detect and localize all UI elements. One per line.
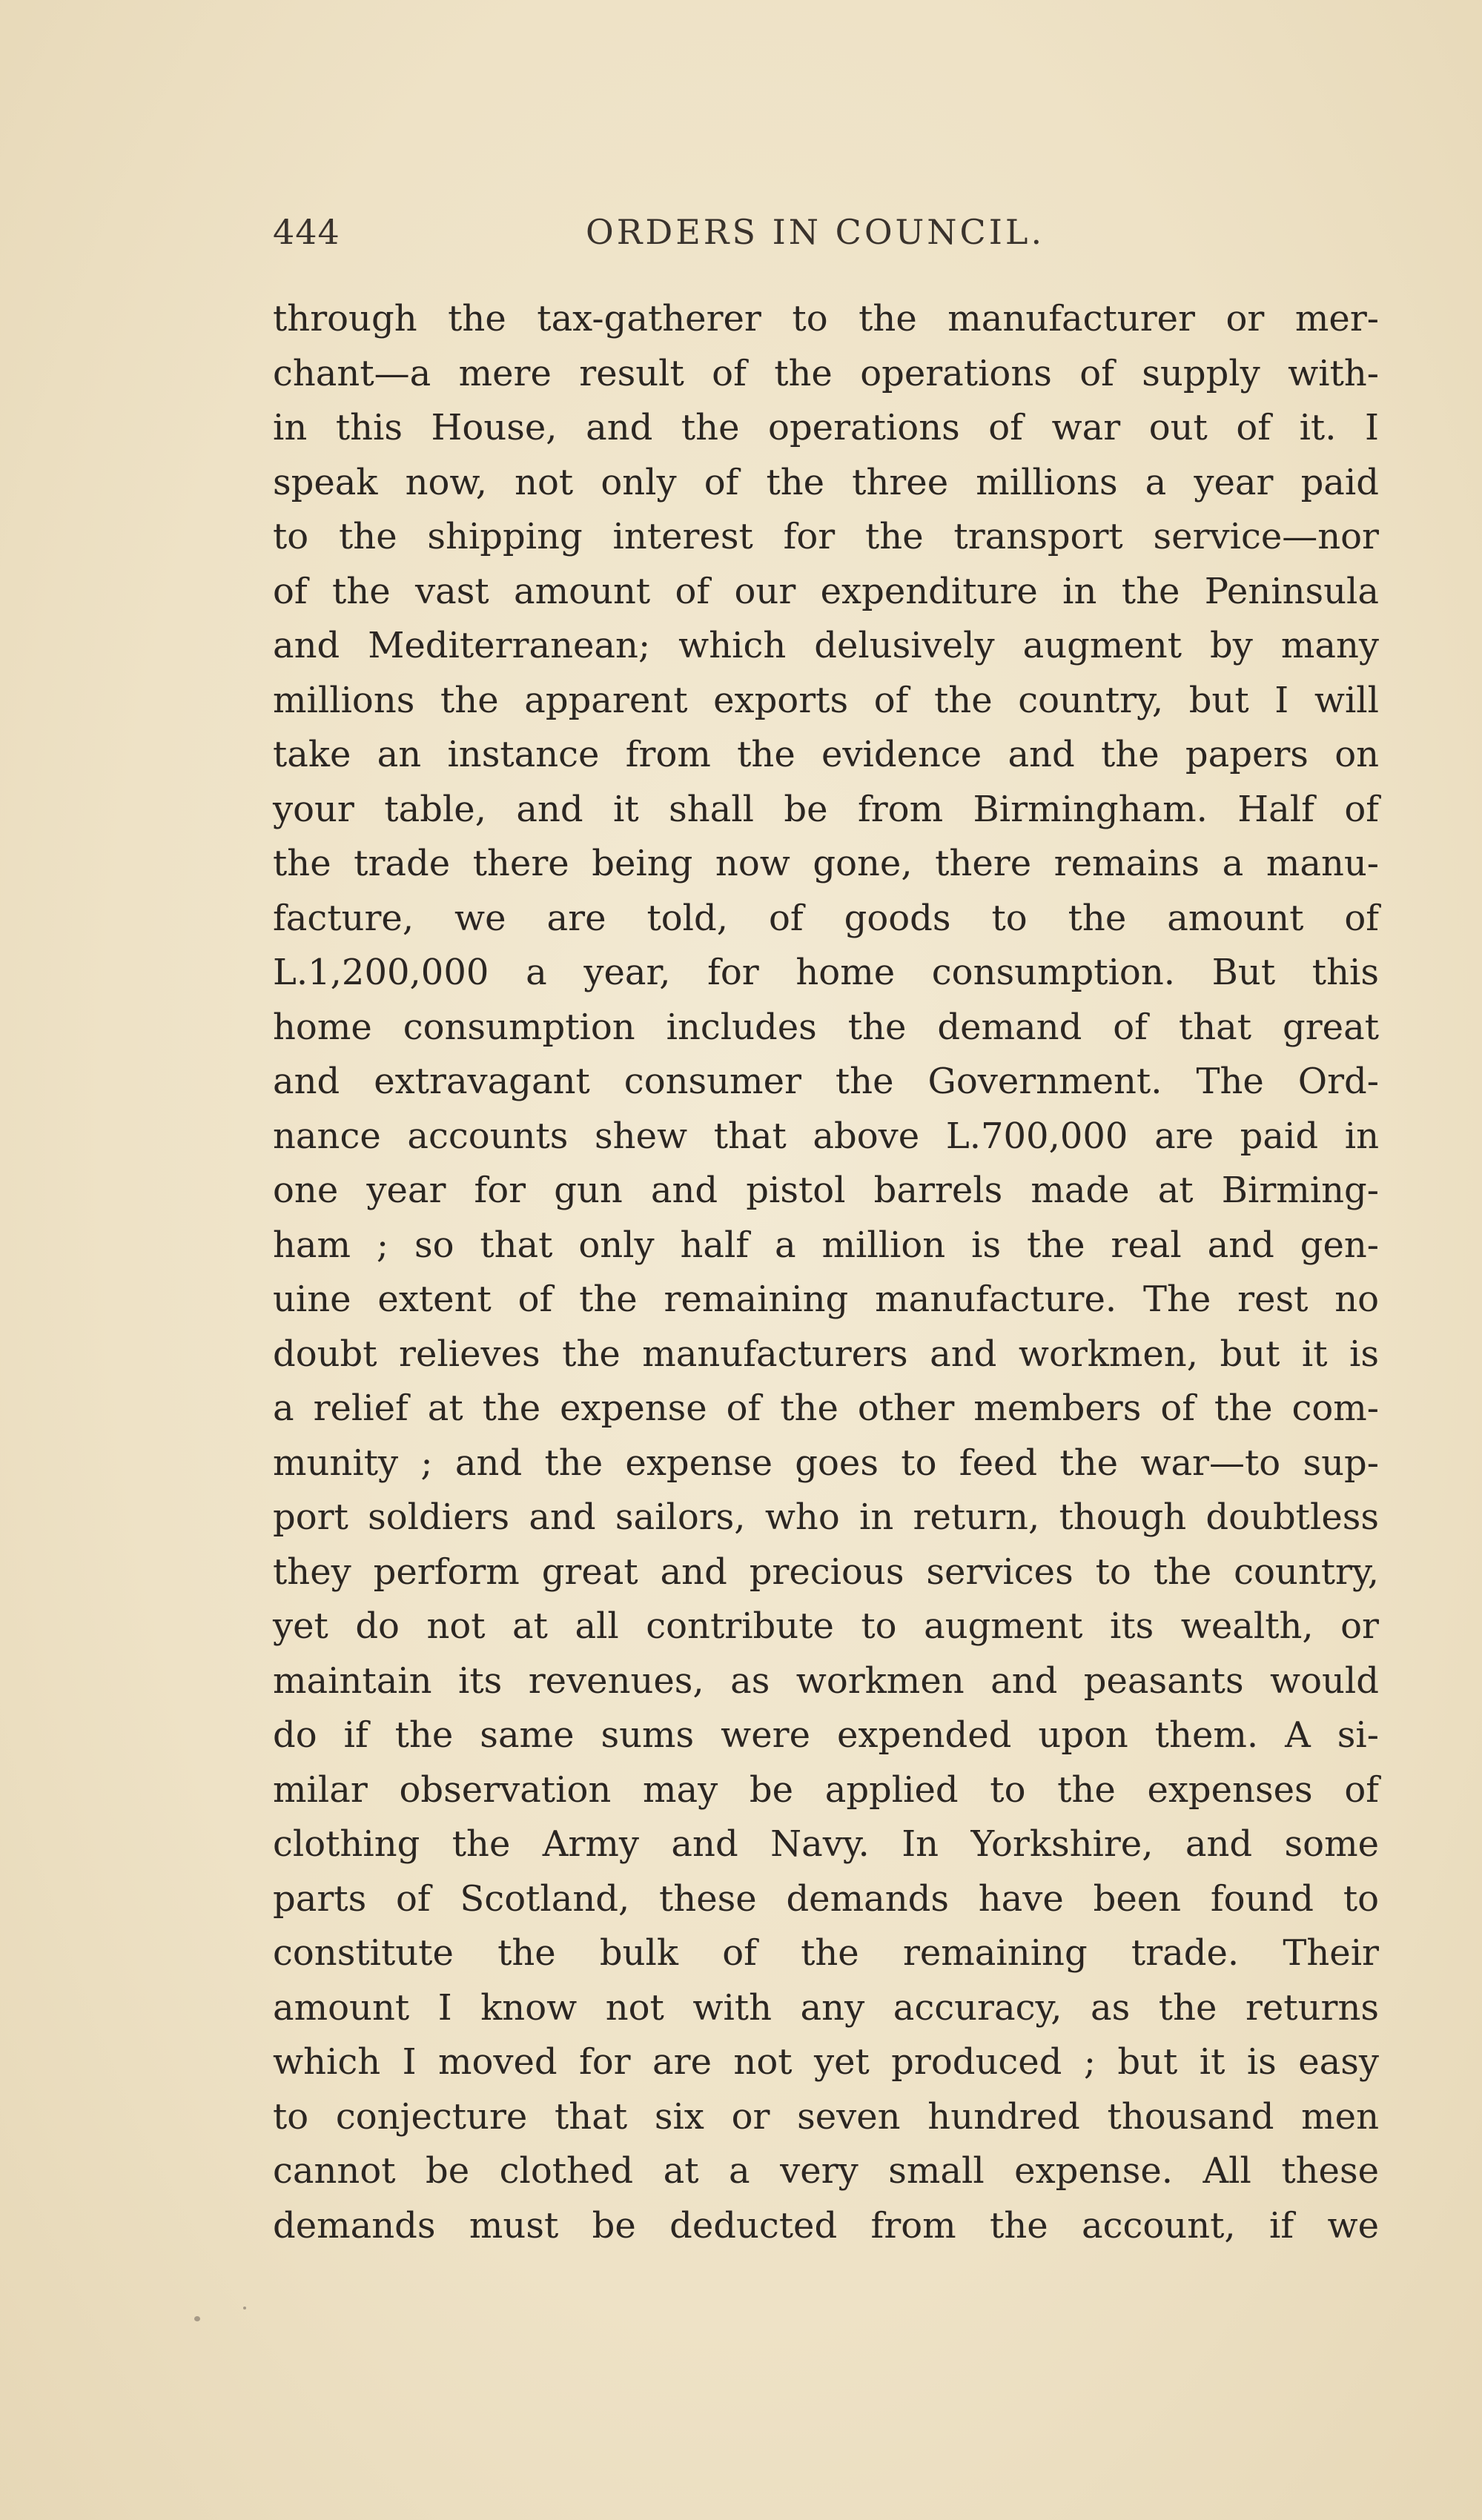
text-line: demands must be deducted from the account, if we [273, 2204, 1379, 2247]
text-line: and extravagant consumer the Government. The Ord- [273, 1061, 1379, 1102]
text-line: L.1,200,000 a year, for home consumption. But this [273, 952, 1379, 993]
text-line: take an instance from the evidence and the papers on [273, 734, 1379, 775]
text-line: doubt relieves the manufacturers and workmen, but it is [273, 1333, 1379, 1375]
running-title: ORDERS IN COUNCIL. [586, 212, 1045, 252]
text-line: munity ; and the expense goes to feed the war—to sup- [273, 1442, 1379, 1484]
text-line: nance accounts shew that above L.700,000 are paid in [273, 1115, 1379, 1157]
text-line: your table, and it shall be from Birmingham. Half of [273, 788, 1379, 830]
text-line: facture, we are told, of goods to the amount of [273, 897, 1379, 939]
text-line: they perform great and precious services to the country, [273, 1551, 1379, 1593]
text-line: cannot be clothed at a very small expense. All these [273, 2150, 1379, 2192]
paper-speck [243, 2307, 246, 2310]
text-line: chant—a mere result of the operations of supply with- [273, 352, 1379, 394]
text-line: and Mediterranean; which delusively augment by many [273, 625, 1379, 666]
text-line: parts of Scotland, these demands have been found to [273, 1877, 1379, 1920]
text-line: constitute the bulk of the remaining trade. Their [273, 1932, 1379, 1974]
page-number: 444 [273, 212, 340, 252]
text-line: yet do not at all contribute to augment its wealth, or [273, 1605, 1379, 1647]
text-line: ham ; so that only half a million is the real and gen- [273, 1224, 1379, 1266]
text-line: one year for gun and pistol barrels made at Birming- [273, 1170, 1379, 1211]
text-line: maintain its revenues, as workmen and peasants would [273, 1659, 1379, 1702]
text-line: do if the same sums were expended upon them. A si- [273, 1714, 1379, 1756]
text-line: amount I know not with any accuracy, as the returns [273, 1986, 1379, 2029]
text-line: clothing the Army and Navy. In Yorkshire, and some [273, 1823, 1379, 1865]
body-text [273, 292, 1379, 2253]
text-line: in this House, and the operations of war out of it. I [273, 407, 1379, 448]
text-line: to the shipping interest for the transport service—nor [273, 516, 1379, 557]
text-line: through the tax-gatherer to the manufacturer or mer- [273, 298, 1379, 339]
text-line: of the vast amount of our expenditure in the Peninsula [273, 570, 1379, 612]
text-line: port soldiers and sailors, who in return, though doubtless [273, 1496, 1379, 1538]
text-line: milar observation may be applied to the expenses of [273, 1768, 1379, 1811]
paper-speck [194, 2316, 200, 2321]
text-line: the trade there being now gone, there remains a manu- [273, 843, 1379, 884]
text-line: home consumption includes the demand of that great [273, 1006, 1379, 1048]
text-line: to conjecture that six or seven hundred thousand men [273, 2095, 1379, 2138]
text-line: which I moved for are not yet produced ; but it is easy [273, 2041, 1379, 2083]
text-line: millions the apparent exports of the country, but I will [273, 679, 1379, 721]
text-line: uine extent of the remaining manufacture. The rest no [273, 1279, 1379, 1320]
text-line: a relief at the expense of the other members of the com- [273, 1387, 1379, 1429]
text-line: speak now, not only of the three millions a year paid [273, 461, 1379, 503]
